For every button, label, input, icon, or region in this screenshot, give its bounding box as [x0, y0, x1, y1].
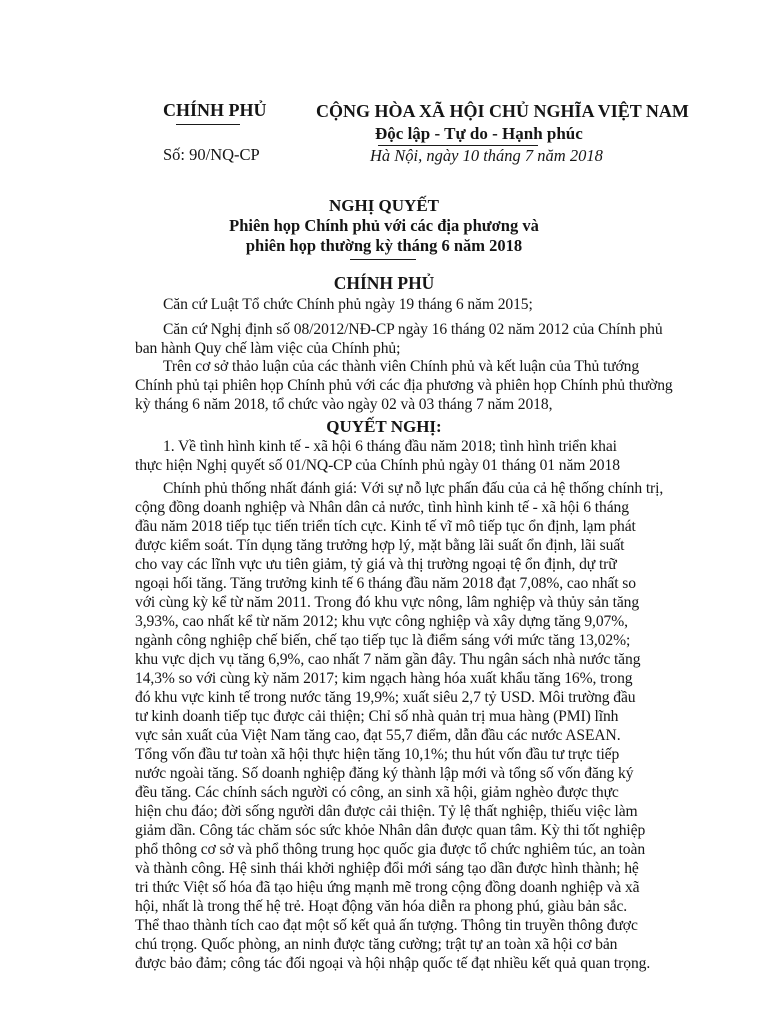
paragraph-line: tri thức Việt số hóa đã tạo hiệu ứng mạnh mẽ trong cộng đồng doanh nghiệp và xã: [135, 879, 640, 896]
paragraph-line: cho vay các lĩnh vực ưu tiên giảm, tỷ giá và thị trường ngoại tệ ổn định, dự trữ: [135, 556, 617, 573]
paragraph-line: đó khu vực kinh tế trong nước tăng 19,9%; xuất siêu 2,7 tỷ USD. Môi trường đầu: [135, 689, 636, 706]
paragraph-line: ngành công nghiệp chế biến, chế tạo tiếp tục là điểm sáng với mức tăng 13,02%;: [135, 632, 631, 649]
preamble-line: kỳ tháng 6 năm 2018, tổ chức vào ngày 02 và 03 tháng 7 năm 2018,: [135, 396, 553, 413]
section-1-heading: 1. Về tình hình kinh tế - xã hội 6 tháng đầu năm 2018; tình hình triển khai: [163, 438, 617, 455]
document-subject-line-2: phiên họp thường kỳ tháng 6 năm 2018: [245, 236, 523, 255]
paragraph-line: với cùng kỳ kể từ năm 2011. Trong đó khu vực nông, lâm nghiệp và thủy sản tăng: [135, 594, 640, 611]
issuing-agency: CHÍNH PHỦ: [163, 100, 267, 120]
decision-heading: QUYẾT NGHỊ:: [326, 417, 442, 436]
paragraph-line: 3,93%, cao nhất kể từ năm 2012; khu vực công nghiệp và xây dựng tăng 9,07%,: [135, 613, 628, 630]
paragraph-line: 14,3% so với cùng kỳ năm 2017; kim ngạch hàng hóa xuất khẩu tăng 16%, trong: [135, 670, 633, 687]
paragraph-line: đầu năm 2018 tiếp tục tiến triển tích cực. Kinh tế vĩ mô tiếp tục ổn định, lạm phát: [135, 518, 636, 535]
paragraph-line: khu vực dịch vụ tăng 6,9%, cao nhất 7 năm gần đây. Thu ngân sách nhà nước tăng: [135, 651, 641, 668]
preamble-line: Căn cứ Luật Tổ chức Chính phủ ngày 19 tháng 6 năm 2015;: [163, 296, 533, 313]
preamble-line: ban hành Quy chế làm việc của Chính phủ;: [135, 340, 401, 357]
paragraph-line: và thành công. Hệ sinh thái khởi nghiệp đổi mới sáng tạo dần được hình thành; hệ: [135, 860, 639, 877]
document-type: NGHỊ QUYẾT: [328, 196, 440, 215]
paragraph-line: hội, nhất là trong thế hệ trẻ. Hoạt động văn hóa diễn ra phong phú, giàu bản sắc.: [135, 898, 628, 915]
paragraph-line: cộng đồng doanh nghiệp và Nhân dân cả nước, tình hình kinh tế - xã hội 6 tháng: [135, 499, 629, 516]
national-title: CỘNG HÒA XÃ HỘI CHỦ NGHĨA VIỆT NAM: [316, 101, 689, 121]
paragraph-line: chú trọng. Quốc phòng, an ninh được tăng cường; trật tự an toàn xã hội cơ bản: [135, 936, 618, 953]
paragraph-line: Tổng vốn đầu tư toàn xã hội thực hiện tăng 10,1%; thu hút vốn đầu tư trực tiếp: [135, 746, 620, 763]
paragraph-line: được kiểm soát. Tín dụng tăng trưởng hợp lý, mặt bằng lãi suất ổn định, lãi suất: [135, 537, 625, 554]
preamble-line: Căn cứ Nghị định số 08/2012/NĐ-CP ngày 16 tháng 02 năm 2012 của Chính phủ: [163, 321, 663, 338]
paragraph-line: ngoại hối tăng. Tăng trưởng kinh tế 6 tháng đầu năm 2018 đạt 7,08%, cao nhất so: [135, 575, 636, 592]
subject-underline: [350, 259, 416, 260]
paragraph-line: đều tăng. Các chính sách người có công, an sinh xã hội, giảm nghèo được thực: [135, 784, 619, 801]
preamble-line: Chính phủ tại phiên họp Chính phủ với các địa phương và phiên họp Chính phủ thường: [135, 377, 673, 394]
paragraph-line: phổ thông cơ sở và phổ thông trung học quốc gia được tổ chức nghiêm túc, an toàn: [135, 841, 646, 858]
paragraph-line: giảm dần. Công tác chăm sóc sức khỏe Nhân dân được quan tâm. Kỳ thi tốt nghiệp: [135, 822, 646, 839]
place-and-date: Hà Nội, ngày 10 tháng 7 năm 2018: [370, 146, 603, 165]
paragraph-line: Chính phủ thống nhất đánh giá: Với sự nỗ lực phấn đấu của cả hệ thống chính trị,: [163, 480, 664, 497]
paragraph-line: tư kinh doanh tiếp tục được cải thiện; Chỉ số nhà quản trị mua hàng (PMI) lĩnh: [135, 708, 619, 725]
issuer-heading: CHÍNH PHỦ: [333, 273, 435, 293]
paragraph-line: Thể thao thành tích cao đạt một số kết quả ấn tượng. Thông tin truyền thông được: [135, 917, 638, 934]
paragraph-line: được bảo đảm; công tác đối ngoại và hội nhập quốc tế đạt nhiều kết quả quan trọng.: [135, 955, 651, 972]
document-subject-line-1: Phiên họp Chính phủ với các địa phương và: [229, 216, 539, 235]
paragraph-line: nước ngoài tăng. Số doanh nghiệp đăng ký thành lập mới và tổng số vốn đăng ký: [135, 765, 634, 782]
section-1-heading: thực hiện Nghị quyết số 01/NQ-CP của Chính phủ ngày 01 tháng 01 năm 2018: [135, 457, 620, 474]
document-number: Số: 90/NQ-CP: [163, 145, 260, 164]
paragraph-line: vực sản xuất của Việt Nam tăng cao, đạt 55,7 điểm, dẫn đầu các nước ASEAN.: [135, 727, 621, 744]
national-motto: Độc lập - Tự do - Hạnh phúc: [375, 124, 583, 143]
agency-underline: [176, 124, 240, 125]
paragraph-line: hiện chu đáo; đời sống người dân được cải thiện. Tỷ lệ thất nghiệp, thiếu việc làm: [135, 803, 638, 820]
preamble-line: Trên cơ sở thảo luận của các thành viên Chính phủ và kết luận của Thủ tướng: [163, 358, 640, 375]
